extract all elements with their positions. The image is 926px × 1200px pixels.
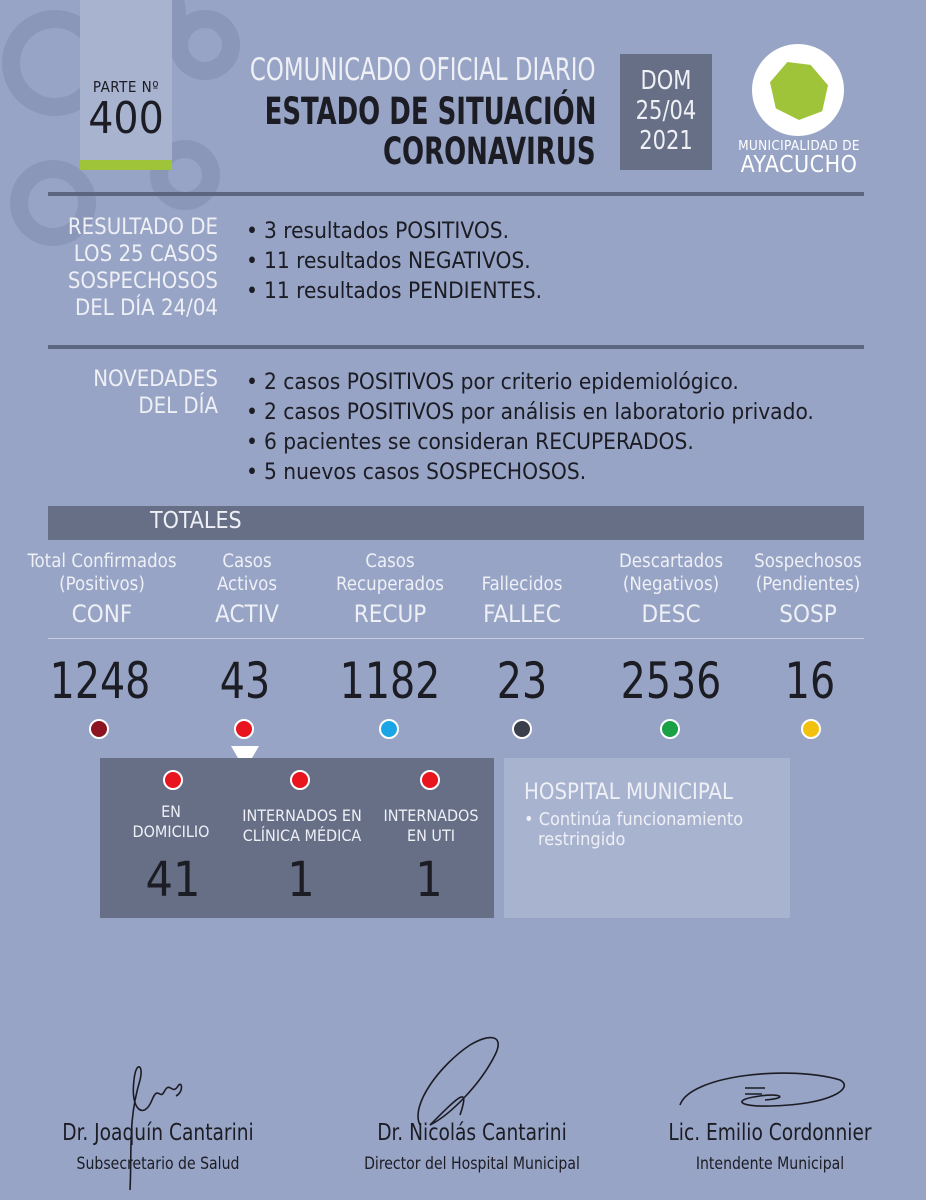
signature-name-2: Dr. Nicolás Cantarini: [377, 1120, 567, 1146]
title-line-2: ESTADO DE SITUACIÓN: [264, 90, 596, 133]
stat-abbr: RECUP: [353, 600, 427, 628]
parte-number: 400: [88, 93, 164, 144]
novedades-label: [40, 366, 218, 420]
stat-value-activ: 43: [219, 652, 271, 710]
stat-desc: Recuperados: [336, 574, 444, 595]
stat-abbr: DESC: [641, 600, 701, 628]
stat-value-desc: 2536: [620, 652, 722, 710]
title-line-1: COMUNICADO OFICIAL DIARIO: [250, 52, 596, 88]
divider: [48, 638, 864, 639]
stat-desc: Casos: [222, 551, 272, 572]
breakdown-label-domicilio: [116, 802, 226, 842]
hospital-status: [524, 810, 743, 850]
stat-header-conf: [22, 550, 182, 628]
status-dot-conf: [89, 719, 109, 739]
breakdown-label-line: INTERNADOS EN: [242, 806, 362, 825]
status-dot-activ: [234, 719, 254, 739]
parte-badge: [80, 0, 172, 170]
hospital-status-line: • Continúa funcionamiento: [524, 809, 744, 830]
breakdown-value-domicilio: 41: [145, 852, 201, 908]
stat-desc: (Pendientes): [755, 574, 861, 595]
stat-desc: (Negativos): [622, 574, 720, 595]
stat-desc: Casos: [365, 551, 415, 572]
status-dot-uti: [420, 770, 440, 790]
stat-desc: Activos: [216, 574, 278, 595]
list-item: • 5 nuevos casos SOSPECHOSOS.: [246, 457, 814, 487]
stat-desc: (Positivos): [59, 574, 145, 595]
status-dot-sosp: [801, 719, 821, 739]
divider: [48, 192, 864, 196]
breakdown-label-line: EN UTI: [407, 826, 455, 845]
org-name-line-2: AYACUCHO: [740, 152, 858, 178]
breakdown-label-line: DOMICILIO: [132, 822, 210, 841]
resultados-label: [40, 214, 218, 322]
stat-value-sosp: 16: [784, 652, 836, 710]
list-item: • 11 resultados PENDIENTES.: [246, 276, 542, 306]
stat-desc: Descartados: [618, 551, 724, 572]
signature-2-image: [400, 1025, 520, 1135]
date-daymonth: 25/04: [635, 96, 697, 126]
stat-abbr: CONF: [71, 600, 133, 628]
stat-desc: Fallecidos: [481, 574, 563, 595]
breakdown-label-clinica: [236, 806, 368, 846]
signature-name-3: Lic. Emilio Cordonnier: [668, 1120, 872, 1146]
signature-name-1: Dr. Joaquín Cantarini: [62, 1120, 254, 1146]
stat-abbr: SOSP: [779, 600, 837, 628]
hospital-title: HOSPITAL MUNICIPAL: [524, 780, 733, 805]
stat-value-recup: 1182: [339, 652, 441, 710]
totales-label: TOTALES: [150, 508, 242, 534]
stat-abbr: FALLEC: [483, 600, 561, 628]
list-item: • 2 casos POSITIVOS por criterio epidemiológico.: [246, 367, 814, 397]
stat-value-fallec: 23: [496, 652, 548, 710]
parte-label: PARTE Nº: [92, 78, 160, 96]
status-dot-fallec: [512, 719, 532, 739]
resultados-label-line: LOS 25 CASOS: [73, 242, 218, 267]
date-year: 2021: [639, 126, 693, 156]
org-name-line-1: MUNICIPALIDAD DE: [738, 138, 860, 154]
stat-header-desc: [600, 550, 742, 628]
resultados-label-line: DEL DÍA 24/04: [75, 296, 218, 321]
signature-3-image: [670, 1060, 860, 1120]
divider: [48, 345, 864, 349]
status-dot-desc: [660, 719, 680, 739]
date-day: DOM: [640, 66, 692, 96]
novedades-label-line: DEL DÍA: [138, 394, 218, 419]
resultados-label-line: SOSPECHOSOS: [67, 269, 218, 294]
breakdown-value-uti: 1: [415, 852, 443, 908]
status-dot-clinica: [290, 770, 310, 790]
stat-abbr: ACTIV: [215, 600, 279, 628]
novedades-list: [246, 367, 814, 487]
stat-header-recup: [320, 550, 460, 628]
hospital-status-line: restringido: [538, 829, 626, 850]
breakdown-value-clinica: 1: [287, 852, 315, 908]
signature-role-2: Director del Hospital Municipal: [364, 1154, 580, 1174]
resultados-list: [246, 216, 542, 306]
stat-header-sosp: [746, 550, 870, 628]
signature-role-3: Intendente Municipal: [695, 1154, 845, 1174]
list-item: • 2 casos POSITIVOS por análisis en laboratorio privado.: [246, 397, 814, 427]
stat-value-conf: 1248: [49, 652, 151, 710]
list-item: • 3 resultados POSITIVOS.: [246, 216, 542, 246]
breakdown-label-line: EN: [161, 802, 181, 821]
title-line-3: CORONAVIRUS: [383, 130, 596, 173]
decorative-circle: [170, 10, 240, 80]
list-item: • 6 pacientes se consideran RECUPERADOS.: [246, 427, 814, 457]
novedades-label-line: NOVEDADES: [93, 367, 218, 392]
date-box: [620, 54, 712, 170]
breakdown-label-line: INTERNADOS: [383, 806, 479, 825]
stat-header-fallec: [472, 550, 572, 628]
status-dot-domicilio: [163, 770, 183, 790]
status-dot-recup: [379, 719, 399, 739]
resultados-label-line: RESULTADO DE: [67, 215, 218, 240]
stat-desc: Total Confirmados: [27, 551, 177, 572]
breakdown-label-uti: [376, 806, 486, 846]
stat-header-activ: [192, 550, 302, 628]
stat-desc: Sospechosos: [754, 551, 862, 572]
breakdown-label-line: CLÍNICA MÉDICA: [242, 826, 362, 845]
signature-role-1: Subsecretario de Salud: [76, 1154, 240, 1174]
list-item: • 11 resultados NEGATIVOS.: [246, 246, 542, 276]
